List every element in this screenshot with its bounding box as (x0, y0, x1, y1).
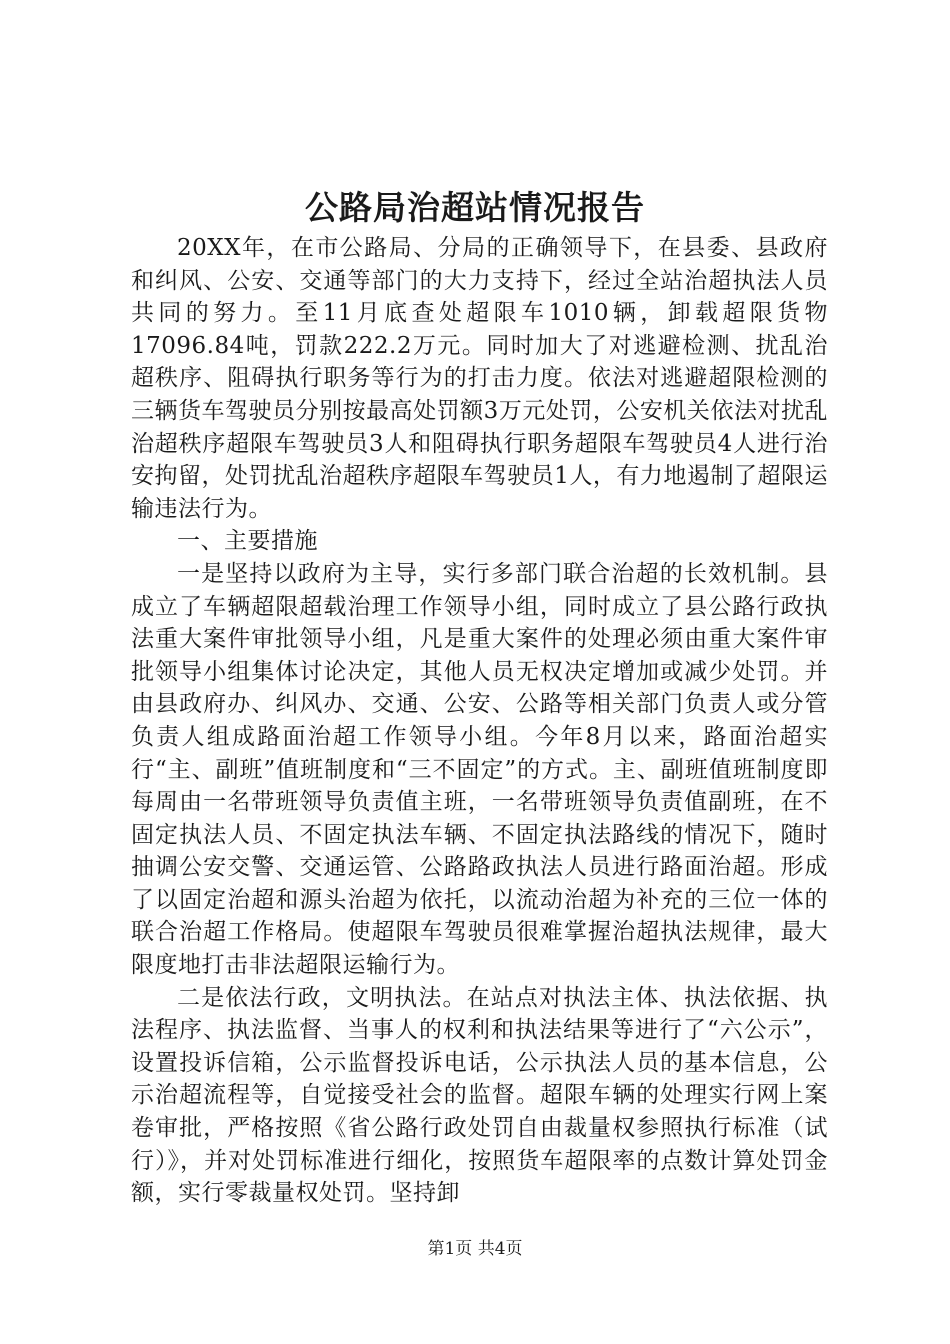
paragraph-intro: 20XX年，在市公路局、分局的正确领导下，在县委、县政府和纠风、公安、交通等部门的大力支持下，经过全站治超执法人员共同的努力。至11月底查处超限车1010辆，卸载超限货物17096.84吨，罚款222.2万元。同时加大了对逃避检测、扰乱治超秩序、阻碍执行职务等行为的打击力度。依法对逃避超限检测的三辆货车驾驶员分别按最高处罚额3万元处罚，公安机关依法对扰乱治超秩序超限车驾驶员3人和阻碍执行职务超限车驾驶员4人进行治安拘留，处罚扰乱治超秩序超限车驾驶员1人，有力地遏制了超限运输违法行为。 (131, 235, 828, 522)
document-body (131, 232, 828, 1210)
section-heading-measures: 一、主要措施 (177, 528, 318, 555)
paragraph-measure-two: 二是依法行政，文明执法。在站点对执法主体、执法依据、执法程序、执法监督、当事人的权利和执法结果等进行了“六公示”，设置投诉信箱，公示监督投诉电话，公示执法人员的基本信息，公示治超流程等，自觉接受社会的监督。超限车辆的处理实行网上案卷审批，严格按照《省公路行政处罚自由裁量权参照执行标准（试行）》，并对处罚标准进行细化，按照货车超限率的点数计算处罚金额，实行零裁量权处罚。坚持卸 (131, 984, 828, 1207)
page-footer: 第1页 共4页 (427, 1239, 523, 1259)
document-title: 公路局治超站情况报告 (305, 188, 645, 227)
paragraph-measure-one: 一是坚持以政府为主导，实行多部门联合治超的长效机制。县成立了车辆超限超载治理工作领导小组，同时成立了县公路行政执法重大案件审批领导小组，凡是重大案件的处理必须由重大案件审批领导小组集体讨论决定，其他人员无权决定增加或减少处罚。并由县政府办、纠风办、交通、公安、公路等相关部门负责人或分管负责人组成路面治超工作领导小组。今年8月以来，路面治超实行“主、副班”值班制度和“三不固定”的方式。主、副班值班制度即每周由一名带班领导负责值主班，一名带班领导负责值副班，在不固定执法人员、不固定执法车辆、不固定执法路线的情况下，随时抽调公安交警、交通运管、公路路政执法人员进行路面治超。形成了以固定治超和源头治超为依托，以流动治超为补充的三位一体的联合治超工作格局。使超限车驾驶员很难掌握治超执法规律，最大限度地打击非法超限运输行为。 (131, 560, 828, 979)
